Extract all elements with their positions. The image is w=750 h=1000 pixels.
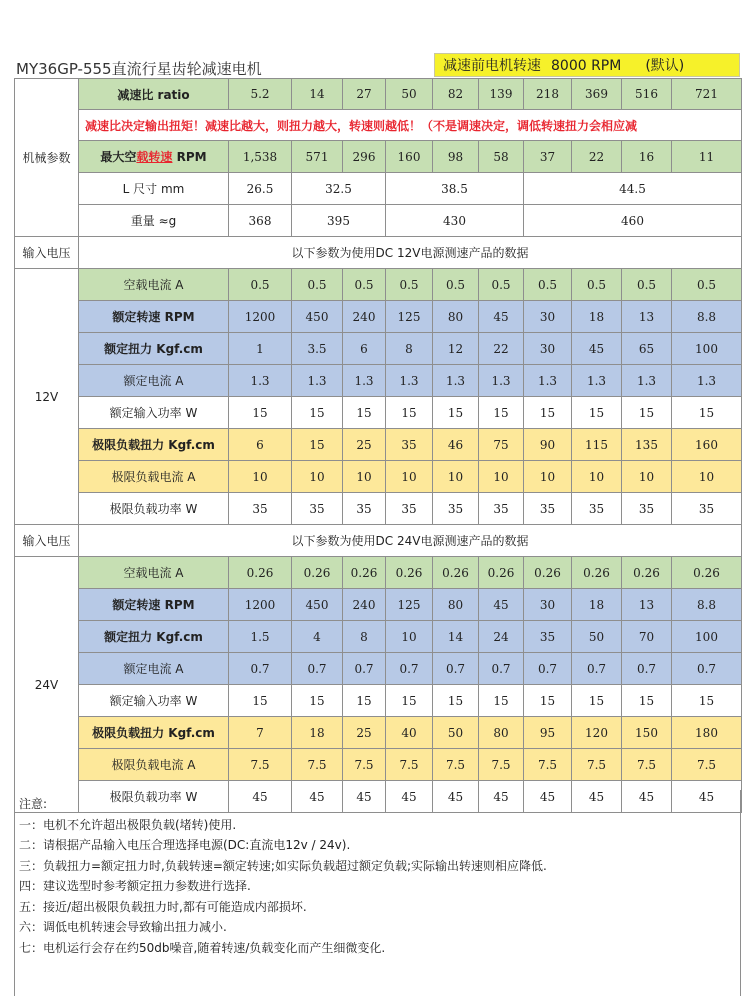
data-value: 150 <box>622 717 672 749</box>
data-value: 45 <box>433 781 479 813</box>
weight-value: 368 <box>229 205 292 237</box>
data-row <box>15 557 742 589</box>
data-value: 25 <box>343 429 386 461</box>
data-row <box>15 397 742 429</box>
data-value: 450 <box>292 301 343 333</box>
length-value: 44.5 <box>524 173 742 205</box>
data-value: 15 <box>229 685 292 717</box>
speed-value: 58 <box>479 141 524 173</box>
data-value: 7.5 <box>622 749 672 781</box>
data-value: 12 <box>433 333 479 365</box>
weight-value: 430 <box>386 205 524 237</box>
data-value: 160 <box>672 429 742 461</box>
ratio-value: 50 <box>386 79 433 110</box>
data-value: 0.5 <box>524 269 572 301</box>
pre-reduction-speed-banner <box>434 53 740 77</box>
data-value: 0.5 <box>672 269 742 301</box>
data-value: 15 <box>433 397 479 429</box>
data-value: 30 <box>524 589 572 621</box>
data-value: 35 <box>524 621 572 653</box>
data-value: 35 <box>479 493 524 525</box>
data-value: 6 <box>343 333 386 365</box>
data-value: 15 <box>524 685 572 717</box>
data-value: 0.5 <box>433 269 479 301</box>
label-part: 最大空 <box>100 150 137 164</box>
data-value: 15 <box>343 685 386 717</box>
data-row <box>15 269 742 301</box>
data-value: 50 <box>433 717 479 749</box>
input-voltage-row <box>15 525 742 557</box>
data-value: 0.7 <box>672 653 742 685</box>
length-value: 38.5 <box>386 173 524 205</box>
ratio-row <box>15 79 742 110</box>
pre-speed-note: (默认) <box>645 58 685 74</box>
speed-value: 296 <box>343 141 386 173</box>
data-value: 0.26 <box>386 557 433 589</box>
data-value: 15 <box>572 685 622 717</box>
data-value: 46 <box>433 429 479 461</box>
data-row <box>15 621 742 653</box>
note-item: 三：负载扭力=额定扭力时,负载转速=额定转速;如实际负载超过额定负载;实际输出转速则相应降低. <box>19 858 547 873</box>
data-value: 15 <box>229 397 292 429</box>
data-value: 15 <box>672 397 742 429</box>
data-value: 35 <box>229 493 292 525</box>
data-value: 1.3 <box>479 365 524 397</box>
data-value: 0.7 <box>343 653 386 685</box>
data-value: 45 <box>572 333 622 365</box>
row-label: 极限负载电流 A <box>79 749 229 781</box>
data-value: 0.26 <box>292 557 343 589</box>
data-row <box>15 653 742 685</box>
data-value: 75 <box>479 429 524 461</box>
data-value: 240 <box>343 589 386 621</box>
row-label: 空载电流 A <box>79 269 229 301</box>
speed-value: 160 <box>386 141 433 173</box>
data-value: 15 <box>386 397 433 429</box>
data-value: 0.26 <box>229 557 292 589</box>
ratio-value: 14 <box>292 79 343 110</box>
data-value: 45 <box>386 781 433 813</box>
data-value: 13 <box>622 589 672 621</box>
speed-value: 11 <box>672 141 742 173</box>
data-value: 13 <box>622 301 672 333</box>
data-value: 8 <box>343 621 386 653</box>
note-item: 二：请根据产品输入电压合理选择电源(DC:直流电12v / 24v). <box>19 838 351 852</box>
data-value: 10 <box>572 461 622 493</box>
data-value: 14 <box>433 621 479 653</box>
ratio-value: 82 <box>433 79 479 110</box>
data-value: 125 <box>386 589 433 621</box>
voltage-label: 24V <box>15 557 79 813</box>
data-row <box>15 301 742 333</box>
data-value: 0.7 <box>524 653 572 685</box>
data-row <box>15 749 742 781</box>
data-value: 1.3 <box>229 365 292 397</box>
data-value: 1.5 <box>229 621 292 653</box>
row-label: L 尺寸 mm <box>79 173 229 205</box>
input-voltage-row <box>15 237 742 269</box>
row-label: 额定输入功率 W <box>79 685 229 717</box>
data-value: 15 <box>292 685 343 717</box>
data-value: 4 <box>292 621 343 653</box>
notes-section <box>14 790 741 996</box>
data-value: 10 <box>386 621 433 653</box>
data-value: 35 <box>572 493 622 525</box>
data-value: 45 <box>343 781 386 813</box>
data-value: 80 <box>433 589 479 621</box>
data-value: 0.7 <box>479 653 524 685</box>
speed-value: 1,538 <box>229 141 292 173</box>
data-value: 15 <box>524 397 572 429</box>
weight-row <box>15 205 742 237</box>
data-value: 15 <box>622 685 672 717</box>
data-value: 100 <box>672 333 742 365</box>
speed-value: 37 <box>524 141 572 173</box>
speed-value: 98 <box>433 141 479 173</box>
test-condition-desc: 以下参数为使用DC 12V电源测速产品的数据 <box>79 237 742 269</box>
product-title: MY36GP-555直流行星齿轮减速电机 <box>16 60 262 78</box>
data-value: 45 <box>292 781 343 813</box>
data-value: 35 <box>386 493 433 525</box>
data-value: 0.5 <box>386 269 433 301</box>
data-value: 7.5 <box>672 749 742 781</box>
data-value: 45 <box>672 781 742 813</box>
noload-speed-row <box>15 141 742 173</box>
data-value: 0.7 <box>229 653 292 685</box>
data-value: 15 <box>622 397 672 429</box>
data-value: 240 <box>343 301 386 333</box>
data-value: 18 <box>572 589 622 621</box>
data-value: 1.3 <box>292 365 343 397</box>
ratio-value: 516 <box>622 79 672 110</box>
data-value: 0.26 <box>433 557 479 589</box>
data-value: 45 <box>479 781 524 813</box>
data-value: 7.5 <box>433 749 479 781</box>
ratio-value: 721 <box>672 79 742 110</box>
data-value: 15 <box>672 685 742 717</box>
ratio-value: 5.2 <box>229 79 292 110</box>
data-value: 0.5 <box>292 269 343 301</box>
data-value: 1.3 <box>622 365 672 397</box>
data-value: 30 <box>524 333 572 365</box>
data-value: 0.7 <box>292 653 343 685</box>
data-value: 0.5 <box>343 269 386 301</box>
data-value: 22 <box>479 333 524 365</box>
data-value: 0.5 <box>572 269 622 301</box>
data-row <box>15 493 742 525</box>
label-part: RPM <box>172 150 207 164</box>
speed-value: 22 <box>572 141 622 173</box>
data-value: 24 <box>479 621 524 653</box>
data-value: 35 <box>672 493 742 525</box>
data-value: 35 <box>386 429 433 461</box>
data-value: 0.7 <box>622 653 672 685</box>
data-value: 8 <box>386 333 433 365</box>
data-value: 95 <box>524 717 572 749</box>
data-value: 0.26 <box>479 557 524 589</box>
data-value: 3.5 <box>292 333 343 365</box>
note-item: 七：电机运行会存在约50db噪音,随着转速/负载变化而产生细微变化. <box>19 940 386 955</box>
data-value: 50 <box>572 621 622 653</box>
data-row <box>15 365 742 397</box>
weight-value: 460 <box>524 205 742 237</box>
row-label: 极限负载电流 A <box>79 461 229 493</box>
row-label: 额定电流 A <box>79 653 229 685</box>
length-value: 26.5 <box>229 173 292 205</box>
data-value: 35 <box>524 493 572 525</box>
input-voltage-label: 输入电压 <box>15 525 79 557</box>
ratio-warning: 减速比决定输出扭矩！减速比越大，则扭力越大，转速则越低！（不是调速决定，调低转速扭力会相应减 <box>79 110 742 141</box>
data-value: 15 <box>479 397 524 429</box>
data-value: 30 <box>524 301 572 333</box>
data-value: 1200 <box>229 301 292 333</box>
data-value: 18 <box>292 717 343 749</box>
data-value: 0.7 <box>386 653 433 685</box>
data-value: 450 <box>292 589 343 621</box>
data-value: 35 <box>433 493 479 525</box>
data-value: 7.5 <box>229 749 292 781</box>
data-value: 40 <box>386 717 433 749</box>
data-value: 180 <box>672 717 742 749</box>
ratio-value: 27 <box>343 79 386 110</box>
pre-speed-value: 8000 RPM <box>551 58 622 74</box>
weight-value: 395 <box>292 205 386 237</box>
data-value: 10 <box>386 461 433 493</box>
data-value: 45 <box>572 781 622 813</box>
data-value: 0.5 <box>622 269 672 301</box>
data-value: 15 <box>572 397 622 429</box>
data-value: 10 <box>524 461 572 493</box>
data-value: 80 <box>433 301 479 333</box>
note-item: 六：调低电机转速会导致输出扭力减小. <box>19 920 227 934</box>
data-value: 45 <box>229 781 292 813</box>
data-value: 45 <box>524 781 572 813</box>
data-value: 65 <box>622 333 672 365</box>
row-label: 额定扭力 Kgf.cm <box>79 333 229 365</box>
data-value: 135 <box>622 429 672 461</box>
data-value: 10 <box>292 461 343 493</box>
test-condition-desc: 以下参数为使用DC 24V电源测速产品的数据 <box>79 525 742 557</box>
data-value: 45 <box>622 781 672 813</box>
data-value: 10 <box>343 461 386 493</box>
data-row <box>15 333 742 365</box>
row-label: 额定扭力 Kgf.cm <box>79 621 229 653</box>
data-value: 35 <box>343 493 386 525</box>
data-value: 7.5 <box>524 749 572 781</box>
data-value: 1200 <box>229 589 292 621</box>
data-value: 8.8 <box>672 301 742 333</box>
data-value: 7.5 <box>343 749 386 781</box>
row-label: 重量 ≈g <box>79 205 229 237</box>
data-value: 10 <box>672 461 742 493</box>
data-value: 0.26 <box>572 557 622 589</box>
notes-heading: 注意: <box>19 797 48 811</box>
data-value: 25 <box>343 717 386 749</box>
data-value: 45 <box>479 301 524 333</box>
data-value: 15 <box>292 397 343 429</box>
speed-value: 16 <box>622 141 672 173</box>
row-label: 减速比 ratio <box>79 79 229 110</box>
data-row <box>15 461 742 493</box>
data-value: 115 <box>572 429 622 461</box>
data-value: 15 <box>433 685 479 717</box>
row-label: 额定电流 A <box>79 365 229 397</box>
data-value: 7.5 <box>292 749 343 781</box>
data-value: 90 <box>524 429 572 461</box>
data-value: 7 <box>229 717 292 749</box>
mechanical-params-label: 机械参数 <box>15 79 79 237</box>
data-row <box>15 429 742 461</box>
input-voltage-label: 输入电压 <box>15 237 79 269</box>
length-value: 32.5 <box>292 173 386 205</box>
row-label: 极限负载扭力 Kgf.cm <box>79 429 229 461</box>
data-value: 0.26 <box>343 557 386 589</box>
data-value: 125 <box>386 301 433 333</box>
pre-speed-label: 减速前电机转速 <box>443 58 541 74</box>
data-value: 0.7 <box>433 653 479 685</box>
data-value: 15 <box>479 685 524 717</box>
data-value: 70 <box>622 621 672 653</box>
ratio-value: 369 <box>572 79 622 110</box>
data-value: 0.26 <box>672 557 742 589</box>
row-label: 极限负载功率 W <box>79 781 229 813</box>
data-value: 10 <box>622 461 672 493</box>
voltage-label: 12V <box>15 269 79 525</box>
data-value: 100 <box>672 621 742 653</box>
data-value: 7.5 <box>572 749 622 781</box>
data-row <box>15 685 742 717</box>
data-value: 15 <box>292 429 343 461</box>
data-value: 7.5 <box>386 749 433 781</box>
data-value: 80 <box>479 717 524 749</box>
data-value: 0.26 <box>524 557 572 589</box>
data-value: 1.3 <box>672 365 742 397</box>
row-label: 极限负载扭力 Kgf.cm <box>79 717 229 749</box>
data-value: 0.5 <box>229 269 292 301</box>
row-label: 额定转速 RPM <box>79 301 229 333</box>
data-value: 120 <box>572 717 622 749</box>
warning-row <box>15 110 742 141</box>
ratio-value: 218 <box>524 79 572 110</box>
row-label <box>79 141 229 173</box>
data-value: 1.3 <box>433 365 479 397</box>
data-value: 8.8 <box>672 589 742 621</box>
data-value: 45 <box>479 589 524 621</box>
note-item: 四：建议选型时参考额定扭力参数进行选择. <box>19 879 251 893</box>
spec-table <box>14 78 742 813</box>
data-row <box>15 589 742 621</box>
data-value: 10 <box>229 461 292 493</box>
speed-value: 571 <box>292 141 343 173</box>
length-row <box>15 173 742 205</box>
data-value: 6 <box>229 429 292 461</box>
data-value: 15 <box>386 685 433 717</box>
ratio-value: 139 <box>479 79 524 110</box>
data-value: 15 <box>343 397 386 429</box>
row-label: 极限负载功率 W <box>79 493 229 525</box>
data-value: 1.3 <box>572 365 622 397</box>
note-item: 五：接近/超出极限负载扭力时,都有可能造成内部损坏. <box>19 899 307 914</box>
data-value: 1.3 <box>386 365 433 397</box>
data-value: 35 <box>622 493 672 525</box>
row-label: 额定转速 RPM <box>79 589 229 621</box>
data-value: 0.7 <box>572 653 622 685</box>
data-value: 35 <box>292 493 343 525</box>
note-item: 一：电机不允许超出极限负载(堵转)使用. <box>19 817 237 832</box>
data-value: 0.5 <box>479 269 524 301</box>
data-value: 7.5 <box>479 749 524 781</box>
data-value: 10 <box>479 461 524 493</box>
data-value: 1.3 <box>343 365 386 397</box>
data-row <box>15 717 742 749</box>
data-value: 10 <box>433 461 479 493</box>
row-label: 空载电流 A <box>79 557 229 589</box>
data-value: 0.26 <box>622 557 672 589</box>
data-value: 1.3 <box>524 365 572 397</box>
label-highlight: 载转速 <box>136 150 173 164</box>
data-value: 1 <box>229 333 292 365</box>
data-value: 18 <box>572 301 622 333</box>
row-label: 额定输入功率 W <box>79 397 229 429</box>
